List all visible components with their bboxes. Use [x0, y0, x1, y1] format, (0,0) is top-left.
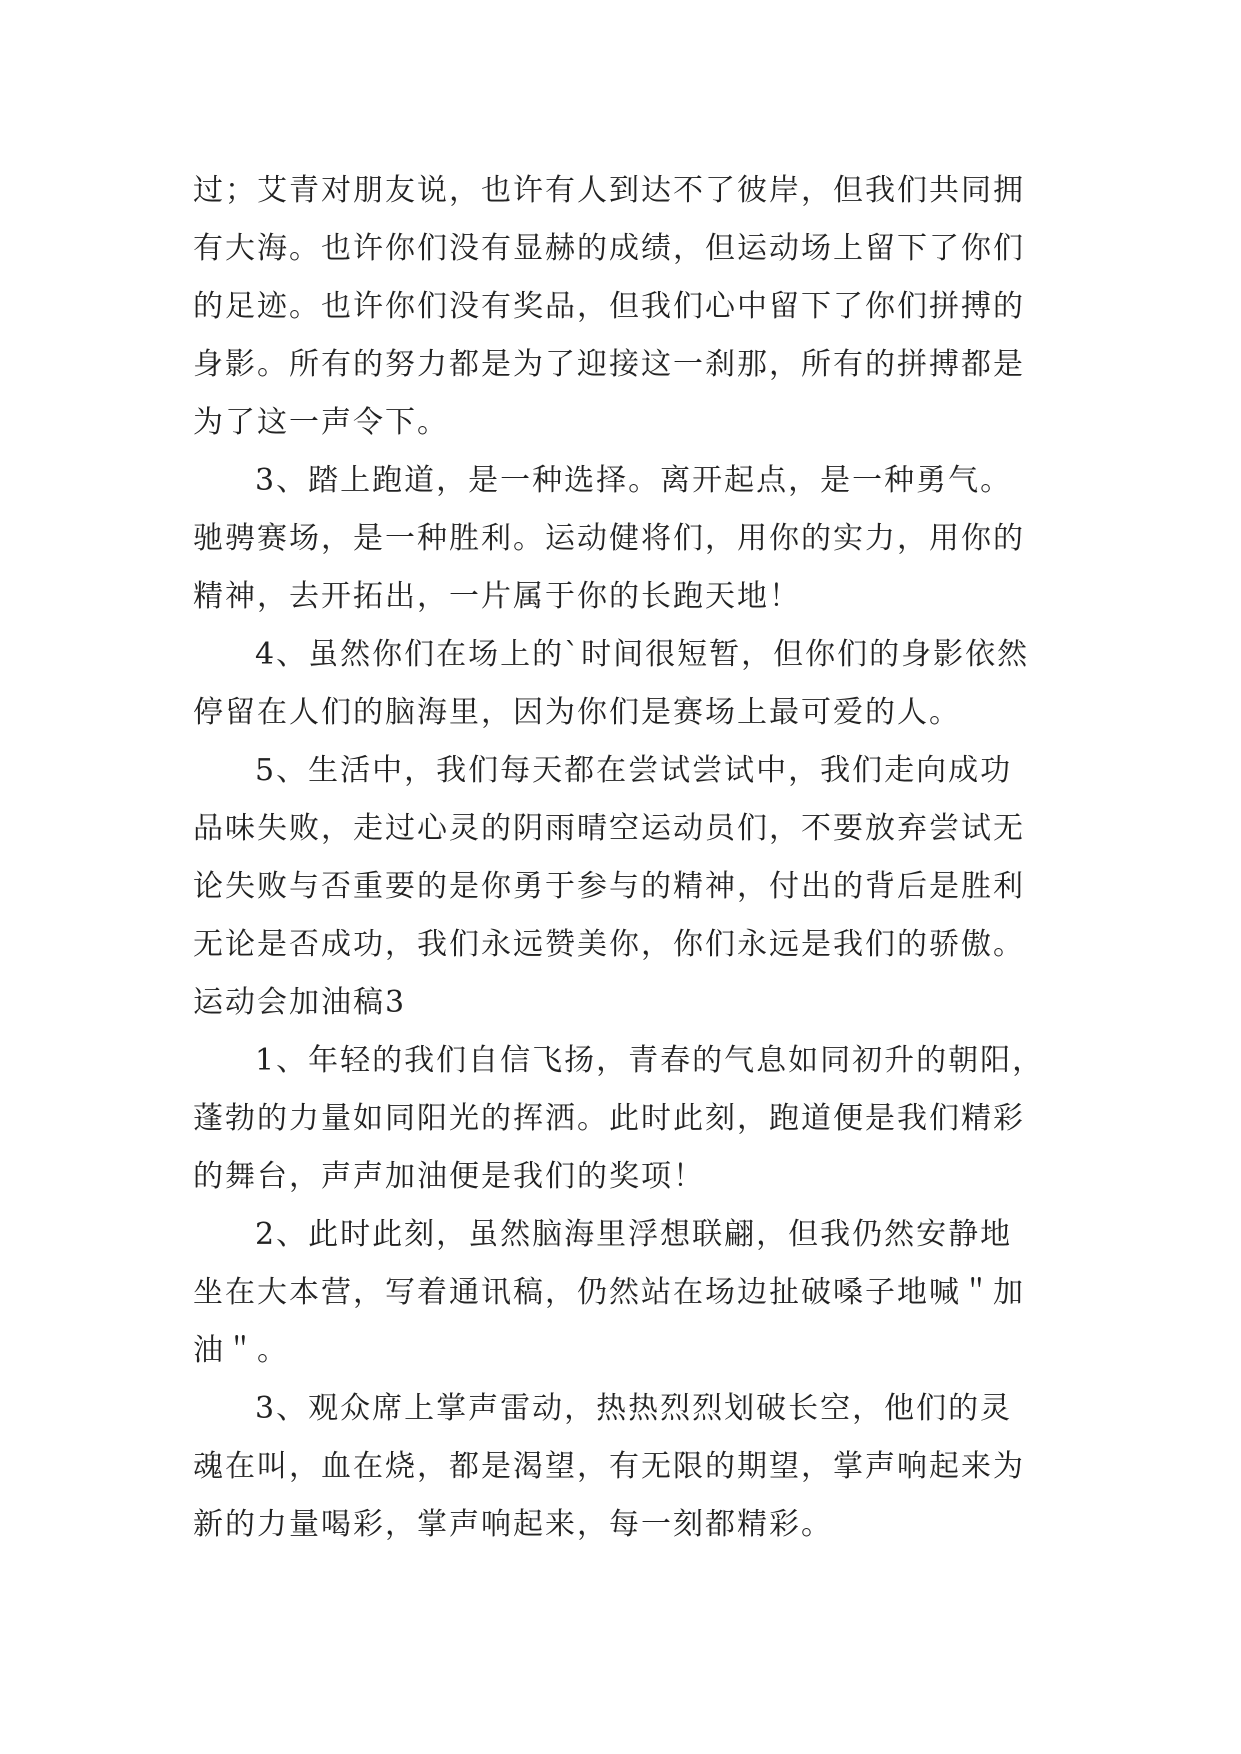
text-line: 论失败与否重要的是你勇于参与的精神，付出的背后是胜利 — [193, 869, 1025, 904]
text-line: 停留在人们的脑海里，因为你们是赛场上最可爱的人。 — [193, 695, 961, 730]
text-line: 2、此时此刻，虽然脑海里浮想联翩，但我仍然安静地 — [255, 1217, 1013, 1252]
text-line: 驰骋赛场，是一种胜利。运动健将们，用你的实力，用你的 — [193, 521, 1025, 556]
text-line: 油＂。 — [193, 1333, 289, 1368]
section-heading-text: 运动会加油稿3 — [193, 985, 407, 1020]
text-line: 身影。所有的努力都是为了迎接这一刹那，所有的拼搏都是 — [193, 347, 1025, 382]
text-line: 品味失败，走过心灵的阴雨晴空运动员们，不要放弃尝试无 — [193, 811, 1025, 846]
text-line: 无论是否成功，我们永远赞美你，你们永远是我们的骄傲。 — [193, 927, 1025, 962]
text-line: 5、生活中，我们每天都在尝试尝试中，我们走向成功 — [255, 753, 1013, 788]
paragraph-intro-continued — [193, 162, 1073, 452]
text-line: 3、观众席上掌声雷动，热热烈烈划破长空，他们的灵 — [255, 1391, 1013, 1426]
text-line: 4、虽然你们在场上的`时间很短暂，但你们的身影依然 — [255, 637, 1030, 672]
paragraph-section3-item-1 — [193, 1032, 1073, 1206]
section-heading — [193, 974, 1073, 1032]
text-line: 有大海。也许你们没有显赫的成绩，但运动场上留下了你们 — [193, 231, 1025, 266]
paragraph-item-5 — [193, 742, 1073, 974]
text-line: 蓬勃的力量如同阳光的挥洒。此时此刻，跑道便是我们精彩 — [193, 1101, 1025, 1136]
text-line: 新的力量喝彩，掌声响起来，每一刻都精彩。 — [193, 1507, 833, 1542]
paragraph-section3-item-2 — [193, 1206, 1073, 1380]
text-line: 的舞台，声声加油便是我们的奖项！ — [193, 1159, 705, 1194]
paragraph-item-4 — [193, 626, 1073, 742]
paragraph-item-3 — [193, 452, 1073, 626]
document-body — [193, 162, 1073, 1554]
paragraph-section3-item-3 — [193, 1380, 1073, 1554]
text-line: 3、踏上跑道，是一种选择。离开起点，是一种勇气。 — [255, 463, 1013, 498]
text-line: 精神，去开拓出，一片属于你的长跑天地！ — [193, 579, 801, 614]
text-line: 过；艾青对朋友说，也许有人到达不了彼岸，但我们共同拥 — [193, 173, 1025, 208]
text-line: 为了这一声令下。 — [193, 405, 449, 440]
text-line: 魂在叫，血在烧，都是渴望，有无限的期望，掌声响起来为 — [193, 1449, 1025, 1484]
text-line: 1、年轻的我们自信飞扬，青春的气息如同初升的朝阳， — [255, 1043, 1045, 1078]
text-line: 坐在大本营，写着通讯稿，仍然站在场边扯破嗓子地喊＂加 — [193, 1275, 1025, 1310]
text-line: 的足迹。也许你们没有奖品，但我们心中留下了你们拼搏的 — [193, 289, 1025, 324]
